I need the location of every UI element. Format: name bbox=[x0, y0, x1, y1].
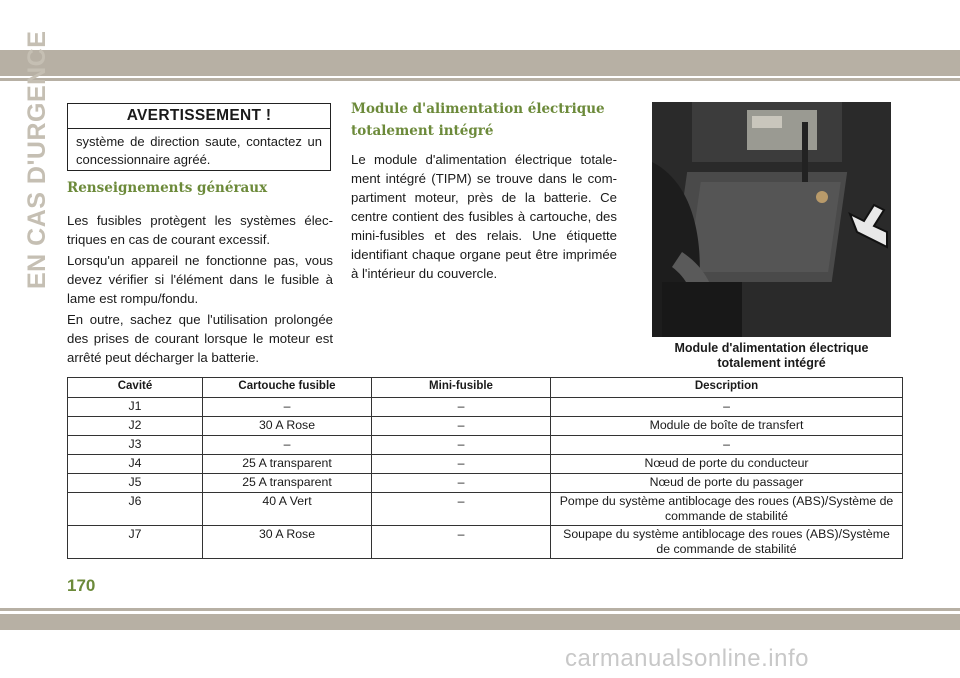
figure-caption-line2: totalement intégré bbox=[717, 356, 826, 370]
figure-caption bbox=[652, 341, 891, 371]
cell-description: Pompe du système antiblocage des roues (ABS)/Système de commande de stabilité bbox=[551, 493, 903, 526]
footer-rule bbox=[0, 608, 960, 611]
cell-mini: – bbox=[372, 436, 551, 455]
warning-title: AVERTISSEMENT ! bbox=[68, 104, 330, 129]
table-row bbox=[68, 417, 903, 436]
cell-cartridge: 25 A transparent bbox=[203, 474, 372, 493]
header-band bbox=[0, 50, 960, 76]
header-rule bbox=[0, 78, 960, 81]
fuse-table bbox=[67, 377, 903, 559]
table-row bbox=[68, 455, 903, 474]
cell-cavity: J2 bbox=[68, 417, 203, 436]
paragraph-tipm: Le module d'alimentation électrique totale-ment intégré (TIPM) se trouve dans le com-partiment moteur, près de la batterie. Ce centre contient des fusibles à cartouche, des mini-fusibles et des relais. Une étiquette identifiant chaque organe peut être imprimée à l'intérieur du couvercle. bbox=[351, 152, 617, 281]
general-info-heading: Renseignements généraux bbox=[67, 180, 268, 196]
cell-description: Module de boîte de transfert bbox=[551, 417, 903, 436]
cell-mini: – bbox=[372, 455, 551, 474]
paragraph-fuses-protect: Les fusibles protègent les systèmes élec-triques en cas de courant excessif. bbox=[67, 213, 333, 247]
header-cartridge-fuse: Cartouche fusible bbox=[203, 378, 372, 398]
cell-mini: – bbox=[372, 474, 551, 493]
paragraph-battery-drain: En outre, sachez que l'utilisation prolongée des prises de courant lorsque le moteur est arrêté peut décharger la batterie. bbox=[67, 312, 333, 365]
table-row bbox=[68, 493, 903, 526]
warning-box bbox=[67, 103, 331, 171]
cell-mini: – bbox=[372, 417, 551, 436]
tipm-heading: Module d'alimentation électrique totalement intégré bbox=[351, 101, 605, 139]
engine-compartment-photo bbox=[652, 102, 891, 337]
cell-cartridge: 40 A Vert bbox=[203, 493, 372, 526]
page-number: 170 bbox=[67, 576, 96, 595]
cell-cartridge: – bbox=[203, 436, 372, 455]
cell-cavity: J5 bbox=[68, 474, 203, 493]
cell-cavity: J6 bbox=[68, 493, 203, 526]
section-side-title: EN CAS D'URGENCE bbox=[23, 30, 51, 289]
cell-cartridge: 25 A transparent bbox=[203, 455, 372, 474]
cell-cavity: J3 bbox=[68, 436, 203, 455]
cell-description: Soupape du système antiblocage des roues (ABS)/Système de commande de stabilité bbox=[551, 526, 903, 559]
paragraph-check-fuse: Lorsqu'un appareil ne fonctionne pas, vous devez vérifier si l'élément dans le fusible à lame est rompu/fondu. bbox=[67, 253, 333, 306]
cell-mini: – bbox=[372, 493, 551, 526]
header-cavity: Cavité bbox=[68, 378, 203, 398]
cell-cartridge: – bbox=[203, 398, 372, 417]
table-row bbox=[68, 398, 903, 417]
warning-text: système de direction saute, contactez un concessionnaire agréé. bbox=[76, 134, 322, 167]
table-row bbox=[68, 474, 903, 493]
cell-description: – bbox=[551, 398, 903, 417]
watermark-text: carmanualsonline.info bbox=[565, 645, 809, 672]
footer-band bbox=[0, 614, 960, 630]
header-description: Description bbox=[551, 378, 903, 398]
cell-cavity: J7 bbox=[68, 526, 203, 559]
engine-photo-illustration bbox=[652, 102, 891, 337]
cell-description: – bbox=[551, 436, 903, 455]
cell-description: Nœud de porte du passager bbox=[551, 474, 903, 493]
table-row bbox=[68, 436, 903, 455]
cell-mini: – bbox=[372, 398, 551, 417]
cell-mini: – bbox=[372, 526, 551, 559]
table-header-row bbox=[68, 378, 903, 398]
header-mini-fuse: Mini-fusible bbox=[372, 378, 551, 398]
table-row bbox=[68, 526, 903, 559]
cell-cavity: J4 bbox=[68, 455, 203, 474]
figure-caption-line1: Module d'alimentation électrique bbox=[674, 341, 869, 355]
cell-cartridge: 30 A Rose bbox=[203, 526, 372, 559]
cell-description: Nœud de porte du conducteur bbox=[551, 455, 903, 474]
cell-cartridge: 30 A Rose bbox=[203, 417, 372, 436]
cell-cavity: J1 bbox=[68, 398, 203, 417]
